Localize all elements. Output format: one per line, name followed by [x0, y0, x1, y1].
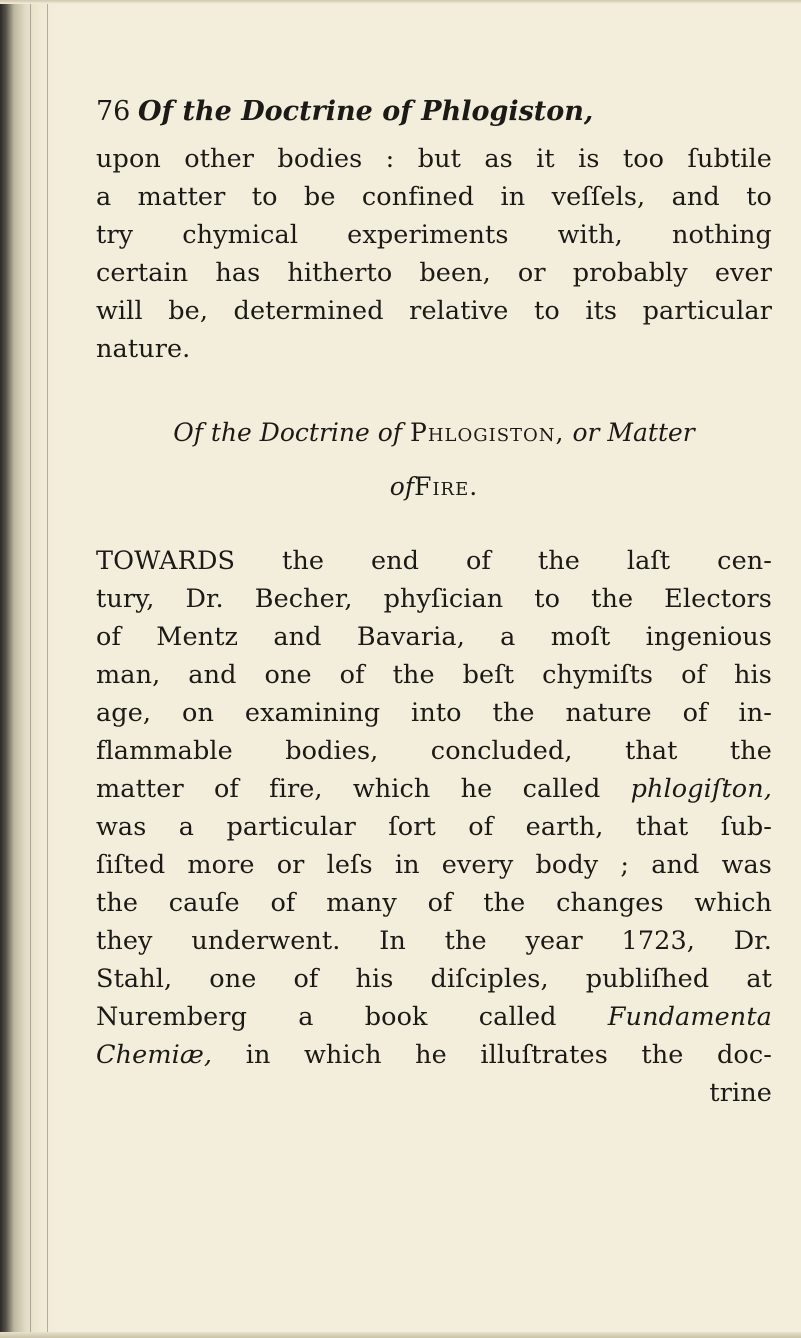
section-heading-line: [96, 406, 772, 460]
text-line: a matter to be confined in veſſels, and to: [96, 182, 772, 212]
text-line: try chymical experiments with, nothing: [96, 220, 772, 250]
page-bottom-edge: [0, 1332, 801, 1338]
text-line: upon other bodies : but as it is too ſubtile: [96, 144, 772, 174]
text-line: of Mentz and Bavaria, a moſt ingenious: [96, 622, 772, 652]
text-line: will be, determined relative to its particular: [96, 296, 772, 326]
running-head-title: Of the Doctrine of Phlogiston,: [138, 96, 594, 127]
text-line: [96, 770, 772, 808]
text-line: Stahl, one of his diſciples, publiſhed at: [96, 964, 772, 994]
text-line: they underwent. In the year 1723, Dr.: [96, 926, 772, 956]
italic-term: Fundamenta: [607, 1002, 772, 1032]
heading-italic-text: of: [389, 472, 415, 501]
italic-term: phlogiſton,: [630, 774, 772, 804]
text-line: [96, 998, 772, 1036]
text-line: TOWARDS the end of the laſt cen-: [96, 546, 772, 576]
text-line: certain has hitherto been, or probably ever: [96, 258, 772, 288]
page-number: 76: [96, 96, 131, 127]
catchword: trine: [709, 1078, 772, 1108]
heading-italic-text: or Matter: [572, 418, 695, 447]
text-line: flammable bodies, concluded, that the: [96, 736, 772, 766]
binding-line: [47, 0, 48, 1338]
section-heading-line: [96, 460, 772, 514]
italic-term: Chemiæ,: [96, 1040, 213, 1070]
body-paragraph: [96, 542, 772, 1112]
text-line: ſiſted more or leſs in every body ; and was: [96, 850, 772, 880]
text-span: in which he illuſtrates the doc-: [245, 1040, 772, 1070]
opening-paragraph: [96, 140, 772, 368]
text-span: Nuremberg a book called: [96, 1002, 557, 1032]
text-line: nature.: [96, 334, 191, 364]
text-line: tury, Dr. Becher, phyſician to the Electors: [96, 584, 772, 614]
text-line: age, on examining into the nature of in-: [96, 698, 772, 728]
running-head: [96, 96, 772, 140]
text-line: man, and one of the beſt chymiſts of his: [96, 660, 772, 690]
heading-smallcaps-text: Phlogiston,: [410, 418, 565, 447]
page-binding-shadow: [0, 0, 58, 1338]
heading-smallcaps-text: Fire.: [414, 472, 479, 501]
text-span: matter of fire, which he called: [96, 774, 601, 804]
section-heading: [96, 406, 772, 514]
binding-line: [30, 0, 31, 1338]
page-top-edge: [0, 0, 801, 4]
page-text: [96, 96, 772, 1112]
heading-italic-text: Of the Doctrine of: [173, 418, 403, 447]
text-line: the cauſe of many of the changes which: [96, 888, 772, 918]
text-line: [96, 1036, 772, 1074]
text-line: was a particular ſort of earth, that ſub-: [96, 812, 772, 842]
